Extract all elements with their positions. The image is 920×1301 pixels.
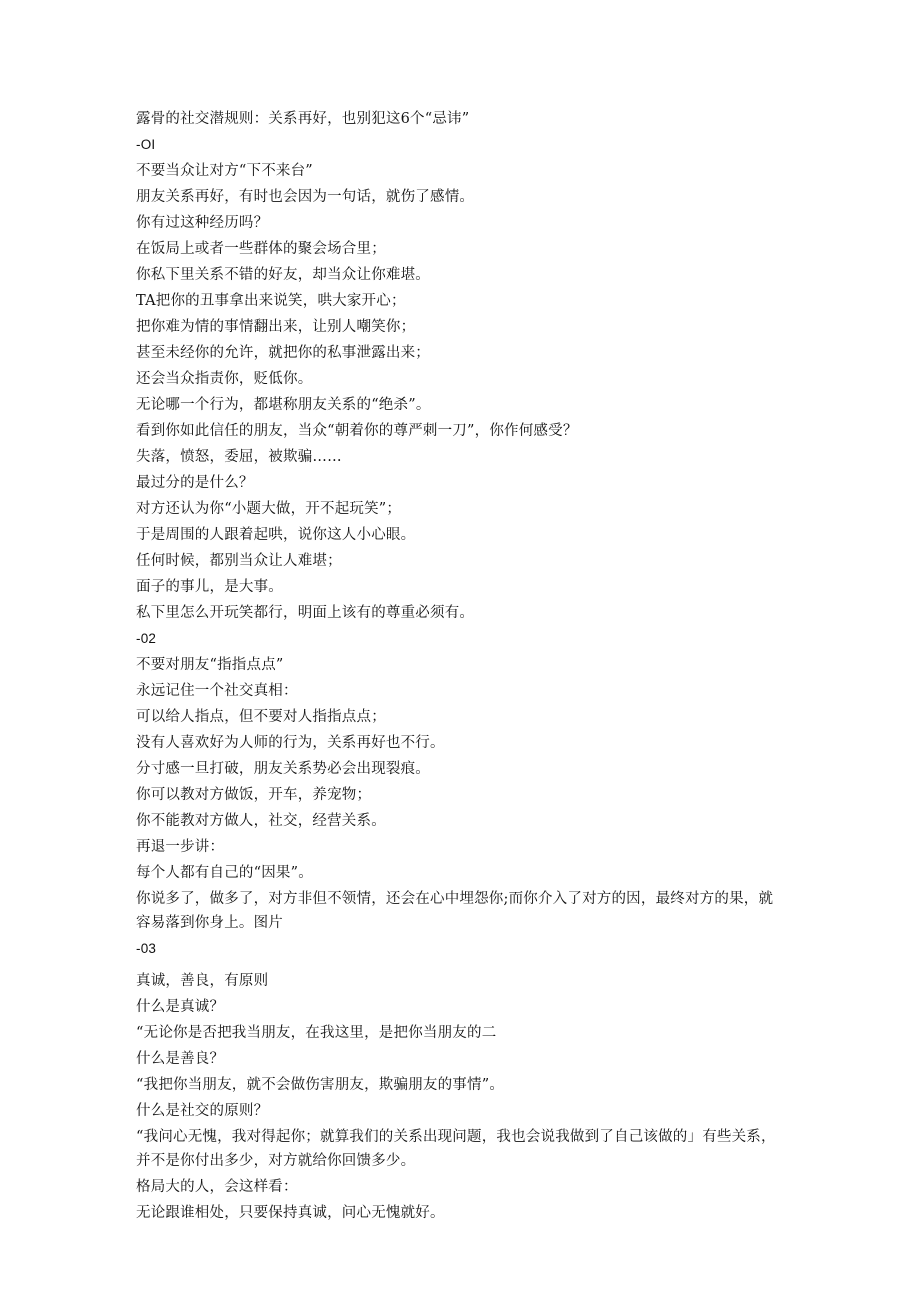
paragraph-line: 还会当众指责你，贬低你。 <box>136 371 313 387</box>
paragraph-line: 最过分的是什么？ <box>136 475 254 491</box>
paragraph-line: 永远记住一个社交真相： <box>136 683 298 699</box>
paragraph-wrapped: “我问心无愧，我对得起你；就算我们的关系出现问题，我也会说我做到了自己该做的」有些关系，并不是你付出多少，对方就给你回馈多少。 <box>136 1129 776 1169</box>
paragraph-line: 失落，愤怒，委屈，被欺骗…… <box>136 449 342 465</box>
paragraph-line: 看到你如此信任的朋友，当众“朝着你的尊严刺一刀”，你作何感受？ <box>136 423 578 439</box>
paragraph-line: 你可以教对方做饭，开车，养宠物； <box>136 787 372 803</box>
paragraph-line: 你私下里关系不错的好友，却当众让你难堪。 <box>136 267 430 283</box>
paragraph-line: 你有过这种经历吗？ <box>136 215 269 231</box>
paragraph-line: 任何时候，都别当众让人难堪； <box>136 553 342 569</box>
section-number-03: -03 <box>136 941 157 956</box>
paragraph-line: 再退一步讲： <box>136 839 225 855</box>
paragraph-line: TA把你的丑事拿出来说笑，哄大家开心； <box>136 293 406 309</box>
paragraph-line: 格局大的人，会这样看： <box>136 1179 298 1195</box>
document-title: 露骨的社交潜规则：关系再好，也别犯这6个“忌讳” <box>136 111 470 127</box>
paragraph-line: 可以给人指点，但不要对人指指点点； <box>136 709 386 725</box>
paragraph-line: 在饭局上或者一些群体的聚会场合里； <box>136 241 386 257</box>
paragraph-line: 私下里怎么开玩笑都行，明面上该有的尊重必须有。 <box>136 605 475 621</box>
paragraph-line: 没有人喜欢好为人师的行为，关系再好也不行。 <box>136 735 445 751</box>
paragraph-line: 什么是善良？ <box>136 1051 225 1067</box>
paragraph-line: 无论哪一个行为，都堪称朋友关系的“绝杀”。 <box>136 397 431 413</box>
paragraph-line: 于是周围的人跟着起哄，说你这人小心眼。 <box>136 527 416 543</box>
paragraph-line: 面子的事儿，是大事。 <box>136 579 283 595</box>
paragraph-line: 甚至未经你的允许，就把你的私事泄露出来； <box>136 345 430 361</box>
section-number-02: -02 <box>136 631 157 646</box>
paragraph-line: 什么是真诚？ <box>136 999 225 1015</box>
paragraph-line: 分寸感一旦打破，朋友关系势必会出现裂痕。 <box>136 761 430 777</box>
paragraph-line: 你不能教对方做人，社交，经营关系。 <box>136 813 386 829</box>
paragraph-line: 每个人都有自己的“因果”。 <box>136 865 313 881</box>
paragraph-line: “我把你当朋友，就不会做伤害朋友，欺骗朋友的事情”。 <box>136 1077 505 1093</box>
section-heading-02: 不要对朋友“指指点点” <box>136 657 284 673</box>
paragraph-line: 朋友关系再好，有时也会因为一句话，就伤了感情。 <box>136 189 475 205</box>
section-heading-03: 真诚，善良，有原则 <box>136 973 269 989</box>
section-heading-01: 不要当众让对方“下不来台” <box>136 163 313 179</box>
paragraph-line: “无论你是否把我当朋友，在我这里，是把你当朋友的二 <box>136 1025 497 1041</box>
paragraph-line: 对方还认为你“小题大做，开不起玩笑”； <box>136 501 402 517</box>
paragraph-line: 无论跟谁相处，只要保持真诚，问心无愧就好。 <box>136 1205 445 1221</box>
document-body <box>136 106 786 1226</box>
section-number-01: -OI <box>136 137 156 152</box>
paragraph-line: 把你难为情的事情翻出来，让别人嘲笑你； <box>136 319 416 335</box>
paragraph-line: 什么是社交的原则？ <box>136 1103 269 1119</box>
paragraph-wrapped: 你说多了，做多了，对方非但不领情，还会在心中埋怨你;而你介入了对方的因，最终对方的果，就容易落到你身上。图片 <box>136 891 774 931</box>
